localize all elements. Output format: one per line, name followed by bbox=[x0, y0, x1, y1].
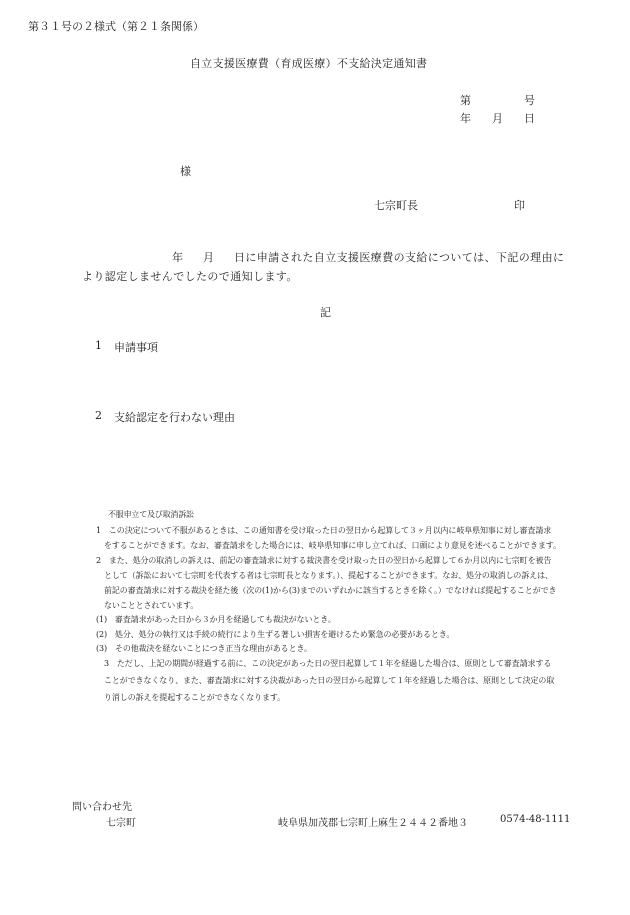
item-2-label: 支給認定を行わない理由 bbox=[114, 411, 235, 424]
date-month: 月 bbox=[492, 112, 503, 125]
doc-number-go: 号 bbox=[524, 94, 535, 107]
item-1-number: 1 bbox=[95, 339, 102, 352]
notes-line: をすることができます。なお、審査請求をした場合には、岐阜県知事に申し立てれば、口頭により意見を述べることができます。 bbox=[104, 541, 561, 550]
item-2-number: 2 bbox=[95, 409, 102, 422]
doc-number-dai: 第 bbox=[460, 94, 471, 107]
issuer-name: 七宗町長 bbox=[374, 199, 418, 212]
notes-line: (2) 処分、処分の執行又は手続の続行により生ずる著しい損害を避けるため緊急の必要があるとき。 bbox=[96, 630, 455, 639]
notes-line: 3 ただし、上記の期間が経過する前に、この決定があった日の翌日起算して１年を経過した場合は、原則として審査請求する bbox=[104, 659, 552, 668]
issuer-seal: 印 bbox=[514, 199, 525, 212]
date-day: 日 bbox=[524, 112, 535, 125]
body-year: 年 bbox=[172, 251, 184, 264]
form-number: 第３１号の２様式（第２１条関係） bbox=[28, 20, 204, 33]
ki-heading: 記 bbox=[320, 306, 331, 319]
notes-line: (3) その他裁決を経ないことにつき正当な理由があるとき。 bbox=[96, 644, 312, 653]
item-1-label: 申請事項 bbox=[114, 341, 158, 354]
notes-line: として（訴訟において七宗町を代表する者は七宗町長となります。）、提起することができます。なお、処分の取消しの訴えは、 bbox=[104, 571, 553, 580]
notes-line: ことができなくなり、また、審査請求に対する決裁があった日の翌日から起算して１年を経過した場合は、原則として決定の取 bbox=[104, 676, 555, 685]
notes-line: 前記の審査請求に対する裁決を経た後（次の(1)から(3)までのいずれかに該当するときを除く。）でなければ提起することができ bbox=[104, 586, 557, 595]
addressee-suffix: 様 bbox=[180, 165, 191, 178]
contact-label: 問い合わせ先 bbox=[72, 802, 132, 813]
notes-line: (1) 審査請求があった日から３か月を経過しても裁決がないとき。 bbox=[96, 615, 336, 624]
notes-line: ないこととされています。 bbox=[104, 601, 199, 610]
contact-phone: 0574-48-1111 bbox=[500, 814, 571, 825]
document-title: 自立支援医療費（育成医療）不支給決定通知書 bbox=[190, 57, 428, 70]
notes-line: り消しの訴えを提起することができなくなります。 bbox=[104, 693, 286, 702]
body-line-2: より認定しませんでしたので通知します。 bbox=[82, 270, 298, 283]
notes-heading: 不服申立て及び取消訴訟 bbox=[108, 510, 194, 519]
notes-line: 2 また、処分の取消しの訴えは、前記の審査請求に対する裁決書を受け取った日の翌日から起算して６か月以内に七宗町を被告 bbox=[96, 556, 552, 565]
body-line-1: 日に申請された自立支援医療費の支給については、下記の理由に bbox=[234, 251, 565, 264]
notes-line: 1 この決定について不服があるときは、この通知書を受け取った日の翌日から起算して３ヶ月以内に岐阜県知事に対し審査請求 bbox=[96, 526, 552, 535]
contact-org: 七宗町 bbox=[106, 818, 136, 829]
body-month: 月 bbox=[203, 251, 215, 264]
date-year: 年 bbox=[460, 112, 471, 125]
contact-address: 岐阜県加茂郡七宗町上麻生２４４２番地３ bbox=[278, 818, 468, 829]
